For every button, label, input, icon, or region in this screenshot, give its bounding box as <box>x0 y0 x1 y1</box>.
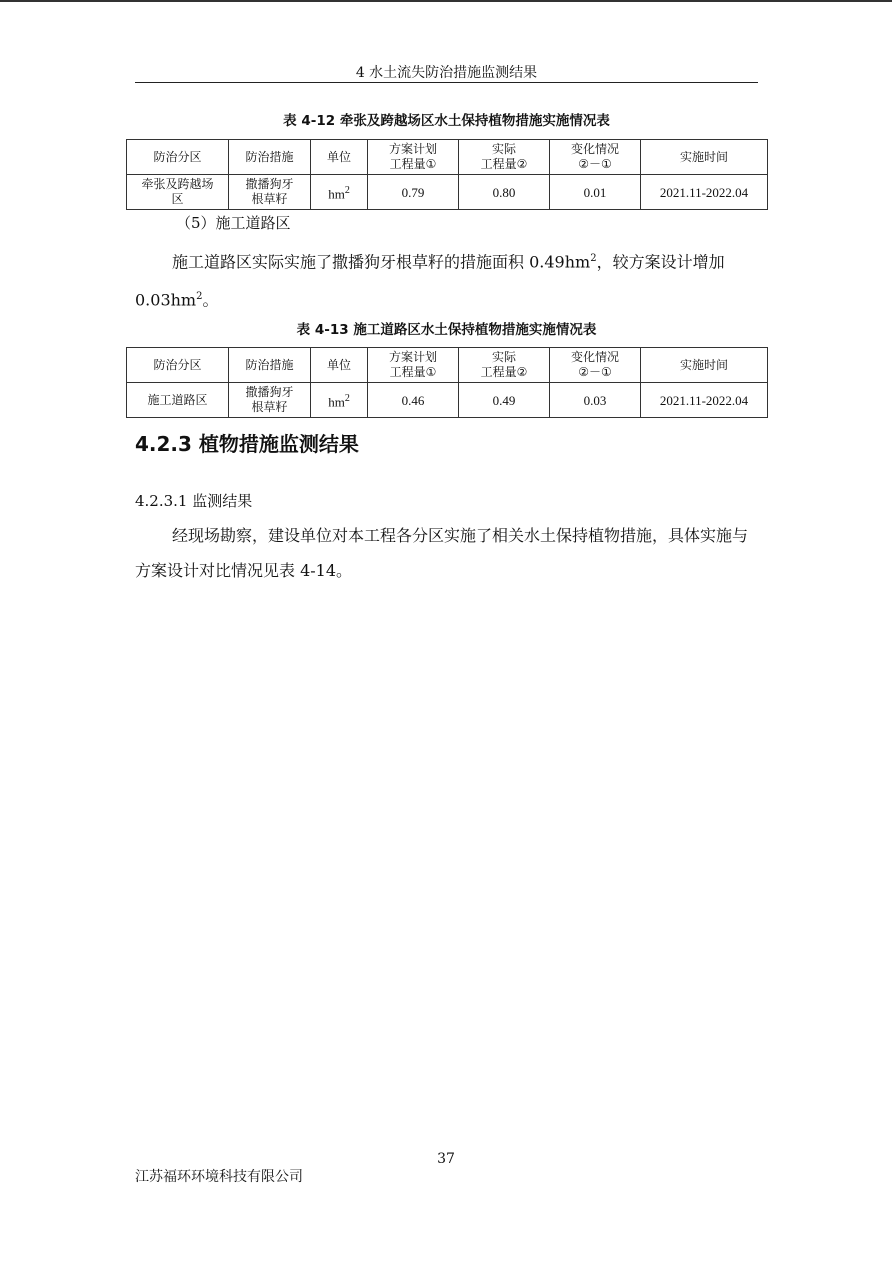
table-header-row <box>127 348 768 383</box>
col-header-plan: 方案计划 工程量① <box>368 140 459 175</box>
col-header-zone: 防治分区 <box>127 140 229 175</box>
col-header-measure: 防治措施 <box>229 348 311 383</box>
footer-company: 江苏福环环境科技有限公司 <box>135 1169 303 1185</box>
table-4-12 <box>126 139 768 210</box>
paragraph-monitoring-result: 经现场勘察，建设单位对本工程各分区实施了相关水土保持植物措施，具体实施与方案设计对比情况见表 4-14。 <box>135 526 749 580</box>
col-header-zone: 防治分区 <box>127 348 229 383</box>
cell-zone: 牵张及跨越场 区 <box>127 175 229 210</box>
table-4-13 <box>126 347 768 418</box>
paragraph-construction-road: 施工道路区实际实施了撒播狗牙根草籽的措施面积 $0.49hm^2$，较方案设计增加 $0.03hm^2$。 <box>135 252 725 310</box>
cell-zone: 施工道路区 <box>127 383 229 418</box>
cell-change: 0.01 <box>550 175 641 210</box>
cell-unit: $hm^2$ <box>311 175 368 210</box>
col-header-unit: 单位 <box>311 140 368 175</box>
page-number: 37 <box>437 1151 455 1167</box>
cell-time: 2021.11-2022.04 <box>641 175 768 210</box>
cell-actual: 0.80 <box>459 175 550 210</box>
table-row <box>127 383 768 418</box>
cell-change: 0.03 <box>550 383 641 418</box>
cell-measure: 撒播狗牙 根草籽 <box>229 383 311 418</box>
section-heading-4-2-3: 4.2.3 植物措施监测结果 <box>135 432 359 456</box>
table-header-row <box>127 140 768 175</box>
header-rule <box>135 82 758 83</box>
col-header-time: 实施时间 <box>641 348 768 383</box>
cell-plan: 0.46 <box>368 383 459 418</box>
page-top-border <box>0 0 892 2</box>
cell-plan: 0.79 <box>368 175 459 210</box>
cell-unit: $hm^2$ <box>311 383 368 418</box>
subsection-title: （5）施工道路区 <box>176 214 291 232</box>
cell-time: 2021.11-2022.04 <box>641 383 768 418</box>
cell-actual: 0.49 <box>459 383 550 418</box>
cell-measure: 撒播狗牙 根草籽 <box>229 175 311 210</box>
table-row <box>127 175 768 210</box>
col-header-unit: 单位 <box>311 348 368 383</box>
col-header-change: 变化情况 ②－① <box>550 348 641 383</box>
col-header-actual: 实际 工程量② <box>459 348 550 383</box>
table-4-13-caption: 表 4-13 施工道路区水土保持植物措施实施情况表 <box>296 322 597 338</box>
col-header-plan: 方案计划 工程量① <box>368 348 459 383</box>
col-header-time: 实施时间 <box>641 140 768 175</box>
table-4-12-caption: 表 4-12 牵张及跨越场区水土保持植物措施实施情况表 <box>283 113 610 129</box>
col-header-change: 变化情况 ②－① <box>550 140 641 175</box>
col-header-actual: 实际 工程量② <box>459 140 550 175</box>
running-header: 4 水土流失防治措施监测结果 <box>355 65 538 81</box>
col-header-measure: 防治措施 <box>229 140 311 175</box>
section-heading-4-2-3-1: 4.2.3.1 监测结果 <box>135 492 253 510</box>
